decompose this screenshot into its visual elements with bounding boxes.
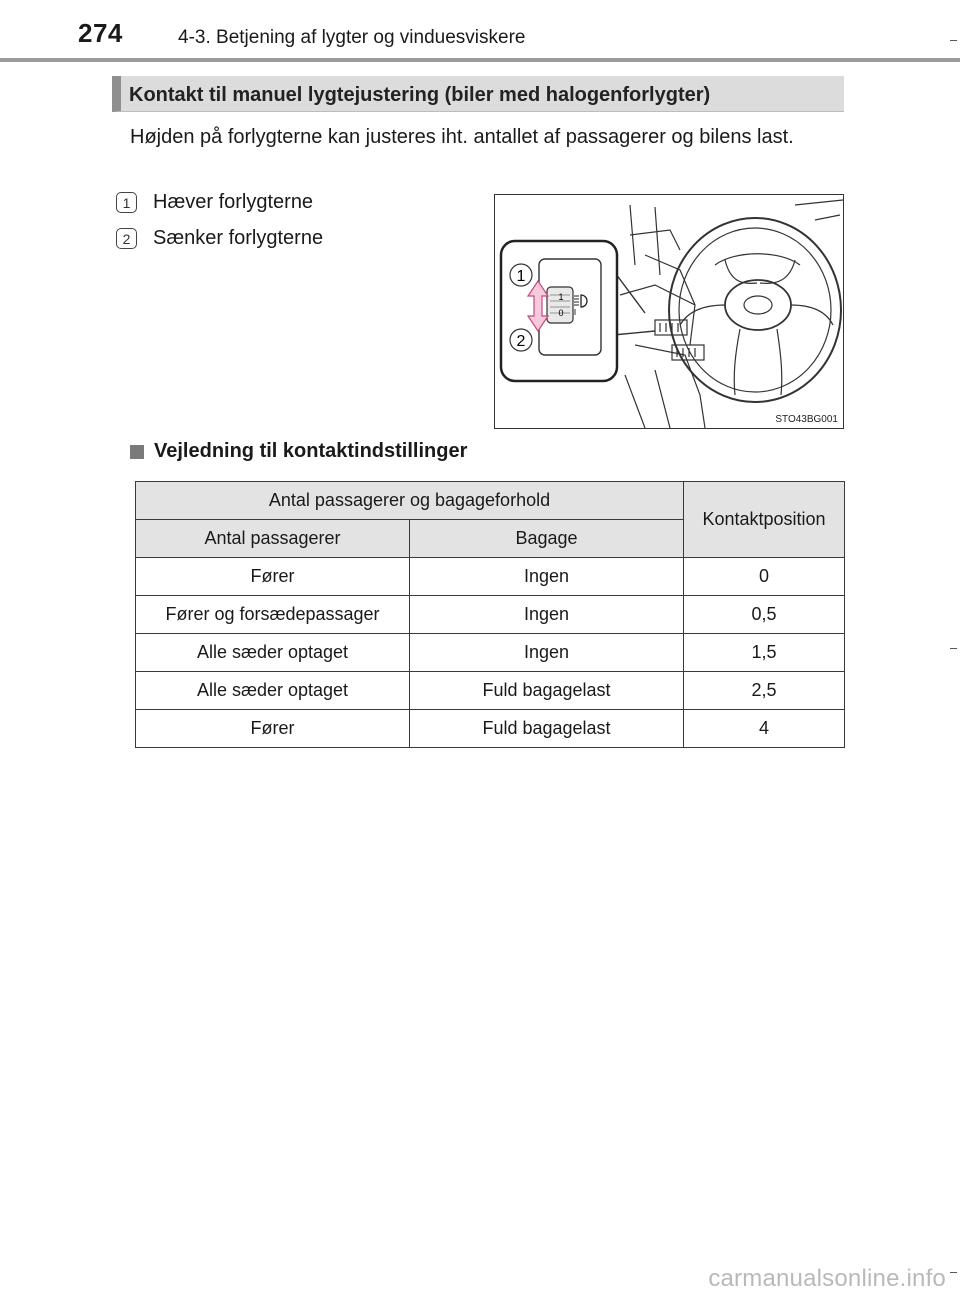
cell-luggage: Ingen bbox=[410, 558, 684, 596]
watermark: carmanualsonline.info bbox=[708, 1265, 946, 1292]
cell-position: 1,5 bbox=[684, 634, 845, 672]
crop-mark bbox=[950, 1272, 957, 1273]
cell-passengers: Fører og forsædepassager bbox=[136, 596, 410, 634]
svg-text:2: 2 bbox=[516, 333, 526, 350]
crop-mark bbox=[950, 40, 957, 41]
step-label: Sænker forlygterne bbox=[153, 227, 324, 249]
cell-passengers: Alle sæder optaget bbox=[136, 672, 410, 710]
step-raise bbox=[116, 191, 313, 214]
crop-mark bbox=[950, 648, 957, 649]
dial-label-bottom: 0 bbox=[558, 308, 564, 318]
cell-luggage: Ingen bbox=[410, 634, 684, 672]
cell-position: 4 bbox=[684, 710, 845, 748]
header-divider bbox=[0, 58, 960, 62]
chapter-title: 4-3. Betjening af lygter og vinduesviskere bbox=[178, 27, 526, 48]
table-row bbox=[136, 634, 845, 672]
callout-marker-2 bbox=[510, 329, 532, 351]
cell-position: 2,5 bbox=[684, 672, 845, 710]
cell-luggage: Fuld bagagelast bbox=[410, 672, 684, 710]
subsection-title: Vejledning til kontaktindstillinger bbox=[154, 440, 468, 462]
switch-settings-table bbox=[135, 481, 845, 748]
cell-luggage: Fuld bagagelast bbox=[410, 710, 684, 748]
table-passengers-header: Antal passagerer bbox=[136, 520, 410, 558]
table-row bbox=[136, 710, 845, 748]
square-bullet-icon bbox=[130, 445, 144, 459]
dashboard-drawing bbox=[495, 195, 843, 428]
table-row bbox=[136, 672, 845, 710]
table-group-header: Antal passagerer og bagageforhold bbox=[136, 482, 684, 520]
cell-passengers: Alle sæder optaget bbox=[136, 634, 410, 672]
figure-code: STO43BG001 bbox=[775, 414, 838, 425]
cell-passengers: Fører bbox=[136, 710, 410, 748]
dial-label-top: 1 bbox=[558, 292, 564, 302]
svg-text:1: 1 bbox=[516, 268, 526, 285]
table-position-header: Kontaktposition bbox=[684, 482, 845, 558]
callout-marker-1 bbox=[510, 264, 532, 286]
cell-position: 0 bbox=[684, 558, 845, 596]
cell-passengers: Fører bbox=[136, 558, 410, 596]
step-label: Hæver forlygterne bbox=[153, 191, 314, 213]
table-luggage-header: Bagage bbox=[410, 520, 684, 558]
step-number-badge: 2 bbox=[116, 228, 137, 249]
step-lower bbox=[116, 227, 323, 250]
page-number: 274 bbox=[78, 18, 123, 48]
cell-luggage: Ingen bbox=[410, 596, 684, 634]
intro-paragraph: Højden på forlygterne kan justeres iht. antallet af passagerer og bilens last. bbox=[130, 126, 794, 148]
table-row bbox=[136, 596, 845, 634]
table-row bbox=[136, 558, 845, 596]
step-number-badge: 1 bbox=[116, 192, 137, 213]
headlight-switch-illustration bbox=[494, 194, 844, 429]
cell-position: 0,5 bbox=[684, 596, 845, 634]
subsection-heading bbox=[130, 440, 467, 463]
section-title: Kontakt til manuel lygtejustering (biler med halogenforlygter) bbox=[112, 76, 844, 112]
